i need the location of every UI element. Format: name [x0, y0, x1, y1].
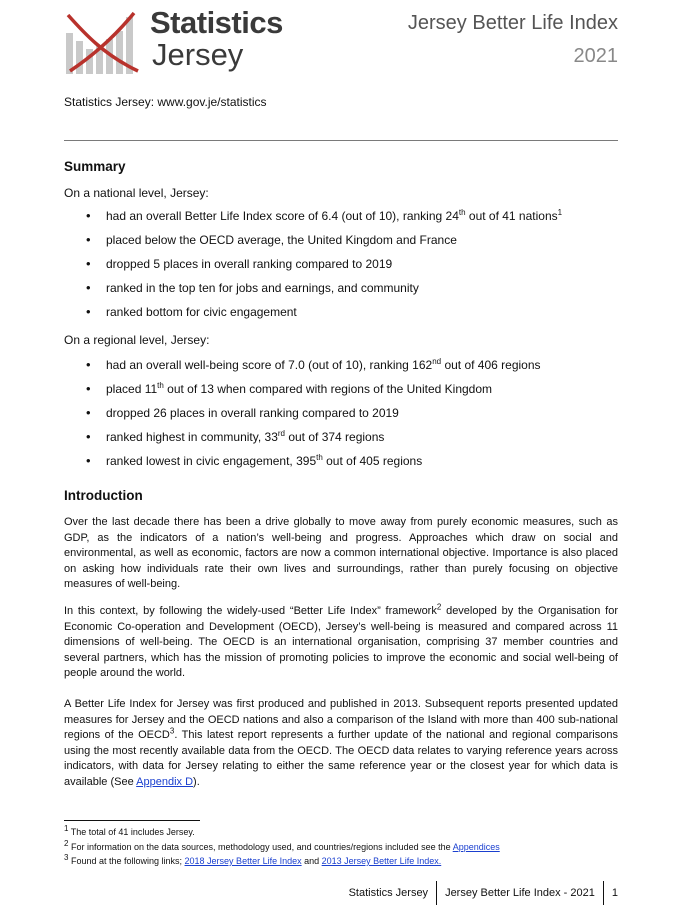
footnote-divider: [64, 820, 200, 821]
list-item: • had an overall Better Life Index score of 6.4 (out of 10), ranking 24th out of 41 nations$^1$: [64, 207, 624, 231]
appendices-link[interactable]: Appendices: [452, 842, 500, 852]
footnote-3: $^3$ Found at the following links; 2018 Jersey Better Life Index and 2013 Jersey Better Life Index.: [64, 853, 442, 866]
list-item: • ranked highest in community, 33rd out of 374 regions: [64, 428, 624, 452]
introduction-heading: Introduction: [64, 488, 143, 503]
list-item: • placed 11th out of 13 when compared with regions of the United Kingdom: [64, 380, 624, 404]
footer-separator: [603, 881, 604, 905]
logo-word-statistics: Statistics: [150, 5, 283, 40]
list-item: • ranked lowest in civic engagement, 395th out of 405 regions: [64, 452, 624, 476]
footer-separator: [436, 881, 437, 905]
list-item: • dropped 26 places in overall ranking compared to 2019: [64, 404, 624, 428]
list-item: • placed below the OECD average, the United Kingdom and France: [64, 231, 624, 255]
list-item: • ranked bottom for civic engagement: [64, 303, 624, 327]
appendix-d-link[interactable]: Appendix D: [136, 775, 194, 788]
document-year: 2021: [573, 45, 618, 67]
list-item: • had an overall well-being score of 7.0 (out of 10), ranking 162nd out of 406 regions: [64, 356, 624, 380]
footer-org: Statistics Jersey: [348, 887, 429, 899]
regional-bullet-list: [64, 356, 624, 476]
list-item: • ranked in the top ten for jobs and earnings, and community: [64, 279, 624, 303]
statistics-jersey-logo-icon: [64, 11, 140, 74]
summary-heading: Summary: [64, 159, 126, 174]
header-divider: [64, 140, 618, 141]
footnote-2: $^2$ For information on the data sources, methodology used, and countries/regions included see the Appendices: [64, 839, 500, 852]
page-footer: [349, 881, 618, 905]
list-item: • dropped 5 places in overall ranking compared to 2019: [64, 255, 624, 279]
national-lead: On a national level, Jersey:: [64, 186, 209, 200]
document-title: Jersey Better Life Index: [407, 12, 618, 34]
website-line: Statistics Jersey: www.gov.je/statistics: [64, 95, 267, 109]
page-number: 1: [611, 887, 618, 899]
intro-paragraph-3: A Better Life Index for Jersey was first produced and published in 2013. Subsequent reports presented updated measures for Jersey and the OECD nations and also a comparison of the Island with more than 400 sub-national regions of the OECD$^3$. This latest report represents a further update of the national and regional comparisons using the most recently available data from the OECD. The OECD data relates to varying reference years across indicators, with data for Jersey relating to either the same reference year or the closest year for which data is available (See Appendix D).: [64, 698, 618, 788]
intro-paragraph-1: Over the last decade there has been a drive globally to move away from purely economic measures, such as GDP, as the indicators of a nation’s well-being and progress. Approaches which draw on social and environmental, as well as economic, factors are now a common international objective. Importance is also placed on asking how individuals rate their own lives and surroundings, rather than purely focusing on objective measures of well-being.: [64, 516, 618, 590]
intro-paragraph-2: In this context, by following the widely-used “Better Life Index” framework$^2$ developed by the Organisation for Economic Co-operation and Development (OECD), Jersey’s well-being is measured and compared across 11 dimensions of well-being. The OECD is an international organisation, comprising 37 member countries and several partners, which has the mission of promoting policies to improve the economic and social well-being of people around the world.: [64, 602, 618, 679]
2018-index-link[interactable]: 2018 Jersey Better Life Index: [184, 856, 302, 866]
2013-index-link[interactable]: 2013 Jersey Better Life Index.: [321, 856, 442, 866]
footnote-1: $^1$ The total of 41 includes Jersey.: [64, 824, 195, 837]
national-bullet-list: [64, 207, 624, 327]
regional-lead: On a regional level, Jersey:: [64, 333, 210, 347]
logo-word-jersey: Jersey: [152, 37, 244, 72]
footer-doc-title: Jersey Better Life Index - 2021: [445, 887, 595, 899]
